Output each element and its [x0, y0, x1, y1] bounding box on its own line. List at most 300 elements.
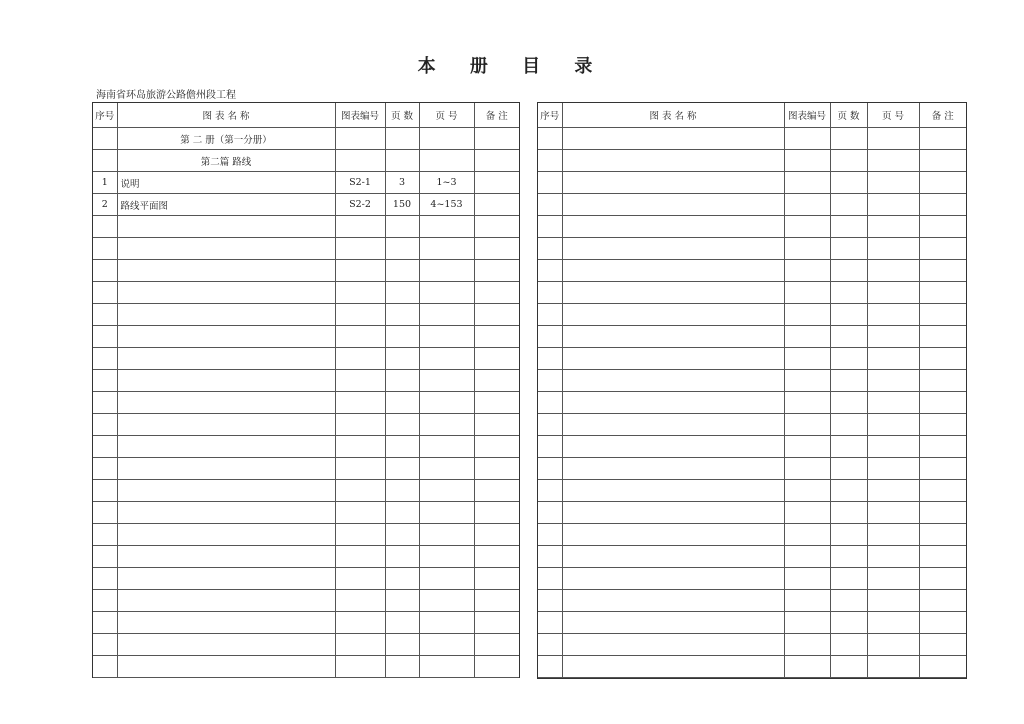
table-row: [93, 524, 519, 546]
cell-seq: [93, 304, 117, 326]
cell-page-no: [419, 502, 474, 524]
cell-pages: [385, 436, 419, 458]
cell-code: S2-2: [335, 194, 385, 216]
cell-page-no: [867, 282, 919, 304]
cell-seq: [538, 436, 562, 458]
header-name: 图 表 名 称: [562, 103, 784, 128]
cell-name: [562, 260, 784, 282]
cell-remark: [919, 150, 966, 172]
cell-name: [117, 216, 335, 238]
cell-remark: [474, 194, 519, 216]
cell-seq: [93, 150, 117, 172]
cell-remark: [474, 458, 519, 480]
cell-remark: [474, 590, 519, 612]
cell-remark: [919, 590, 966, 612]
cell-code: [784, 238, 830, 260]
cell-remark: [919, 524, 966, 546]
cell-name: [117, 326, 335, 348]
table-header-row: [538, 103, 966, 128]
table-row: [538, 304, 966, 326]
cell-pages: [385, 128, 419, 150]
cell-code: [335, 348, 385, 370]
cell-remark: [474, 326, 519, 348]
cell-page-no: [867, 172, 919, 194]
table-row: [93, 502, 519, 524]
cell-remark: [474, 282, 519, 304]
header-remark: 备 注: [919, 103, 966, 128]
cell-name: [117, 524, 335, 546]
cell-page-no: [419, 480, 474, 502]
cell-remark: [919, 568, 966, 590]
cell-remark: [919, 656, 966, 678]
table-row: [538, 150, 966, 172]
cell-code: [335, 634, 385, 656]
cell-page-no: [419, 128, 474, 150]
cell-page-no: [419, 282, 474, 304]
cell-page-no: [867, 634, 919, 656]
cell-page-no: [419, 568, 474, 590]
cell-code: [784, 656, 830, 678]
table-row: [93, 260, 519, 282]
cell-name: [562, 348, 784, 370]
cell-remark: [474, 480, 519, 502]
cell-name: [562, 326, 784, 348]
cell-seq: [538, 458, 562, 480]
cell-code: [335, 480, 385, 502]
cell-name: [117, 392, 335, 414]
table-row: [93, 458, 519, 480]
cell-remark: [474, 348, 519, 370]
cell-pages: [385, 502, 419, 524]
cell-seq: [538, 194, 562, 216]
cell-pages: [385, 414, 419, 436]
cell-code: [784, 436, 830, 458]
cell-code: [784, 260, 830, 282]
cell-page-no: 4~153: [419, 194, 474, 216]
cell-page-no: [867, 150, 919, 172]
cell-seq: [93, 260, 117, 282]
cell-remark: [474, 150, 519, 172]
cell-remark: [919, 260, 966, 282]
cell-seq: [93, 392, 117, 414]
cell-pages: [830, 634, 867, 656]
table-row: [93, 150, 519, 172]
table-row: [538, 612, 966, 634]
cell-seq: [93, 238, 117, 260]
cell-page-no: [419, 260, 474, 282]
cell-seq: [93, 414, 117, 436]
cell-seq: [93, 282, 117, 304]
cell-pages: [385, 546, 419, 568]
cell-code: [784, 480, 830, 502]
cell-seq: [538, 282, 562, 304]
cell-seq: [538, 326, 562, 348]
header-seq: 序号: [538, 103, 562, 128]
table-row: [538, 238, 966, 260]
cell-remark: [919, 480, 966, 502]
cell-page-no: [867, 392, 919, 414]
cell-name: [562, 128, 784, 150]
table-row: [93, 612, 519, 634]
cell-seq: [538, 524, 562, 546]
cell-seq: [538, 348, 562, 370]
cell-pages: [830, 238, 867, 260]
table-row: [538, 480, 966, 502]
cell-pages: [830, 260, 867, 282]
cell-seq: [538, 172, 562, 194]
cell-pages: [385, 304, 419, 326]
cell-code: [335, 238, 385, 260]
cell-name: [562, 392, 784, 414]
table-row: [93, 128, 519, 150]
cell-name: [117, 656, 335, 678]
cell-code: [784, 458, 830, 480]
cell-page-no: [867, 458, 919, 480]
cell-pages: [830, 370, 867, 392]
cell-name: [117, 634, 335, 656]
table-row: [538, 568, 966, 590]
cell-pages: [830, 612, 867, 634]
cell-remark: [919, 238, 966, 260]
cell-name: [562, 546, 784, 568]
cell-remark: [474, 568, 519, 590]
table-row: [93, 348, 519, 370]
cell-remark: [919, 414, 966, 436]
cell-name: [562, 370, 784, 392]
cell-remark: [474, 216, 519, 238]
cell-page-no: [867, 238, 919, 260]
cell-code: [335, 502, 385, 524]
table-row: [538, 128, 966, 150]
cell-name: [562, 172, 784, 194]
table-row: [93, 392, 519, 414]
table-row: [93, 304, 519, 326]
cell-pages: [830, 656, 867, 678]
cell-page-no: [867, 656, 919, 678]
cell-seq: [93, 458, 117, 480]
cell-code: [335, 568, 385, 590]
cell-code: [784, 502, 830, 524]
cell-code: [784, 304, 830, 326]
cell-name: 第 二 册（第一分册）: [117, 128, 335, 150]
cell-pages: [830, 128, 867, 150]
table-row: [538, 260, 966, 282]
cell-seq: [93, 348, 117, 370]
cell-pages: [385, 480, 419, 502]
cell-seq: [93, 480, 117, 502]
cell-code: [784, 216, 830, 238]
cell-name: [562, 568, 784, 590]
cell-remark: [919, 326, 966, 348]
cell-seq: 1: [93, 172, 117, 194]
cell-page-no: [867, 304, 919, 326]
cell-pages: [830, 546, 867, 568]
cell-seq: [538, 414, 562, 436]
cell-remark: [474, 524, 519, 546]
cell-code: [784, 612, 830, 634]
cell-seq: [538, 260, 562, 282]
cell-remark: [919, 634, 966, 656]
cell-remark: [919, 546, 966, 568]
cell-name: [562, 590, 784, 612]
cell-pages: [385, 568, 419, 590]
header-remark: 备 注: [474, 103, 519, 128]
cell-seq: [93, 216, 117, 238]
cell-seq: [93, 612, 117, 634]
cell-pages: [830, 436, 867, 458]
cell-pages: [830, 414, 867, 436]
cell-page-no: [419, 612, 474, 634]
cell-name: [562, 150, 784, 172]
cell-seq: [538, 502, 562, 524]
cell-remark: [919, 370, 966, 392]
cell-pages: [385, 392, 419, 414]
header-name: 图 表 名 称: [117, 103, 335, 128]
cell-name: [117, 414, 335, 436]
cell-seq: [538, 656, 562, 678]
cell-code: [784, 634, 830, 656]
cell-pages: [385, 458, 419, 480]
cell-pages: [385, 348, 419, 370]
cell-seq: [93, 370, 117, 392]
cell-remark: [474, 260, 519, 282]
cell-name: [117, 502, 335, 524]
cell-page-no: [419, 150, 474, 172]
cell-page-no: [867, 370, 919, 392]
cell-page-no: [419, 216, 474, 238]
cell-page-no: [867, 128, 919, 150]
table-header-row: [93, 103, 519, 128]
cell-pages: [385, 656, 419, 678]
cell-name: [562, 414, 784, 436]
table-row: [93, 656, 519, 678]
cell-seq: [538, 370, 562, 392]
header-pages: 页 数: [830, 103, 867, 128]
cell-pages: [385, 634, 419, 656]
cell-name: [117, 568, 335, 590]
cell-code: [335, 524, 385, 546]
cell-name: [117, 480, 335, 502]
cell-code: [784, 172, 830, 194]
cell-name: [117, 304, 335, 326]
cell-code: S2-1: [335, 172, 385, 194]
cell-remark: [919, 436, 966, 458]
cell-code: [784, 150, 830, 172]
cell-seq: [538, 304, 562, 326]
left-catalog-table: [92, 102, 520, 678]
cell-name: [562, 480, 784, 502]
cell-code: [335, 436, 385, 458]
cell-pages: [830, 326, 867, 348]
cell-pages: [830, 458, 867, 480]
cell-page-no: [867, 612, 919, 634]
table-row: [538, 656, 966, 678]
table-row: [93, 480, 519, 502]
cell-page-no: [867, 436, 919, 458]
cell-remark: [919, 502, 966, 524]
cell-remark: [474, 304, 519, 326]
cell-name: [562, 502, 784, 524]
header-page-no: 页 号: [867, 103, 919, 128]
table-row: [93, 370, 519, 392]
cell-code: [784, 590, 830, 612]
cell-code: [784, 568, 830, 590]
cell-seq: [93, 502, 117, 524]
cell-code: [784, 282, 830, 304]
cell-seq: [93, 546, 117, 568]
cell-page-no: [419, 634, 474, 656]
cell-pages: [385, 370, 419, 392]
table-row: [93, 238, 519, 260]
table-row: [538, 194, 966, 216]
table-row: [538, 436, 966, 458]
cell-name: [562, 612, 784, 634]
cell-seq: [93, 524, 117, 546]
cell-page-no: [419, 348, 474, 370]
cell-pages: [830, 524, 867, 546]
cell-code: [784, 392, 830, 414]
cell-page-no: [419, 414, 474, 436]
cell-page-no: [867, 326, 919, 348]
cell-seq: [538, 546, 562, 568]
cell-seq: [538, 150, 562, 172]
cell-code: [784, 546, 830, 568]
cell-code: [335, 612, 385, 634]
table-row: [93, 568, 519, 590]
cell-pages: [830, 590, 867, 612]
cell-seq: [93, 568, 117, 590]
table-row: [538, 634, 966, 656]
cell-page-no: [867, 414, 919, 436]
cell-seq: 2: [93, 194, 117, 216]
table-row: [93, 436, 519, 458]
cell-remark: [919, 392, 966, 414]
cell-remark: [474, 436, 519, 458]
cell-page-no: [419, 546, 474, 568]
cell-pages: [385, 216, 419, 238]
cell-name: [117, 238, 335, 260]
cell-name: [117, 590, 335, 612]
cell-code: [335, 656, 385, 678]
cell-name: [117, 612, 335, 634]
header-code: 图表编号: [335, 103, 385, 128]
cell-code: [335, 128, 385, 150]
cell-name: [562, 216, 784, 238]
table-row: [93, 172, 519, 194]
cell-name: [562, 238, 784, 260]
cell-code: [784, 524, 830, 546]
table-row: [538, 172, 966, 194]
cell-pages: [385, 590, 419, 612]
table-row: [538, 282, 966, 304]
table-row: [538, 524, 966, 546]
cell-page-no: [419, 524, 474, 546]
cell-name: [562, 458, 784, 480]
cell-name: [117, 458, 335, 480]
cell-page-no: [419, 590, 474, 612]
cell-name: [117, 348, 335, 370]
table-row: [538, 502, 966, 524]
table-row: [538, 590, 966, 612]
cell-pages: [830, 392, 867, 414]
cell-code: [335, 260, 385, 282]
cell-seq: [538, 568, 562, 590]
cell-code: [335, 304, 385, 326]
cell-name: [562, 436, 784, 458]
cell-code: [335, 326, 385, 348]
cell-code: [784, 326, 830, 348]
cell-remark: [919, 172, 966, 194]
cell-pages: [830, 348, 867, 370]
cell-remark: [919, 194, 966, 216]
table-row: [538, 458, 966, 480]
cell-seq: [93, 590, 117, 612]
table-row: [93, 216, 519, 238]
table-row: [538, 546, 966, 568]
cell-remark: [474, 238, 519, 260]
cell-page-no: [867, 480, 919, 502]
cell-remark: [474, 370, 519, 392]
cell-page-no: [419, 436, 474, 458]
cell-page-no: [867, 546, 919, 568]
cell-name: 说明: [117, 172, 335, 194]
cell-page-no: [867, 568, 919, 590]
cell-page-no: [419, 370, 474, 392]
cell-pages: [830, 568, 867, 590]
cell-pages: [385, 238, 419, 260]
cell-remark: [474, 546, 519, 568]
cell-pages: [830, 194, 867, 216]
cell-seq: [538, 480, 562, 502]
table-row: [93, 414, 519, 436]
cell-pages: [830, 150, 867, 172]
cell-code: [335, 590, 385, 612]
cell-code: [335, 370, 385, 392]
cell-seq: [538, 238, 562, 260]
cell-code: [335, 392, 385, 414]
cell-code: [784, 128, 830, 150]
table-row: [538, 392, 966, 414]
cell-pages: 3: [385, 172, 419, 194]
cell-remark: [919, 304, 966, 326]
cell-remark: [474, 502, 519, 524]
cell-code: [335, 458, 385, 480]
cell-name: [562, 304, 784, 326]
cell-page-no: [419, 326, 474, 348]
cell-name: 路线平面图: [117, 194, 335, 216]
cell-code: [784, 414, 830, 436]
cell-page-no: [419, 392, 474, 414]
cell-remark: [474, 612, 519, 634]
cell-name: [117, 260, 335, 282]
table-row: [538, 216, 966, 238]
cell-seq: [538, 590, 562, 612]
cell-pages: [385, 524, 419, 546]
cell-name: 第二篇 路线: [117, 150, 335, 172]
cell-remark: [474, 172, 519, 194]
cell-page-no: [867, 348, 919, 370]
header-seq: 序号: [93, 103, 117, 128]
cell-name: [117, 436, 335, 458]
page-title: 本 册 目 录: [417, 56, 607, 77]
cell-remark: [919, 348, 966, 370]
cell-pages: [830, 172, 867, 194]
cell-page-no: [867, 524, 919, 546]
cell-page-no: [867, 502, 919, 524]
table-row: [538, 348, 966, 370]
cell-seq: [93, 128, 117, 150]
cell-remark: [474, 128, 519, 150]
